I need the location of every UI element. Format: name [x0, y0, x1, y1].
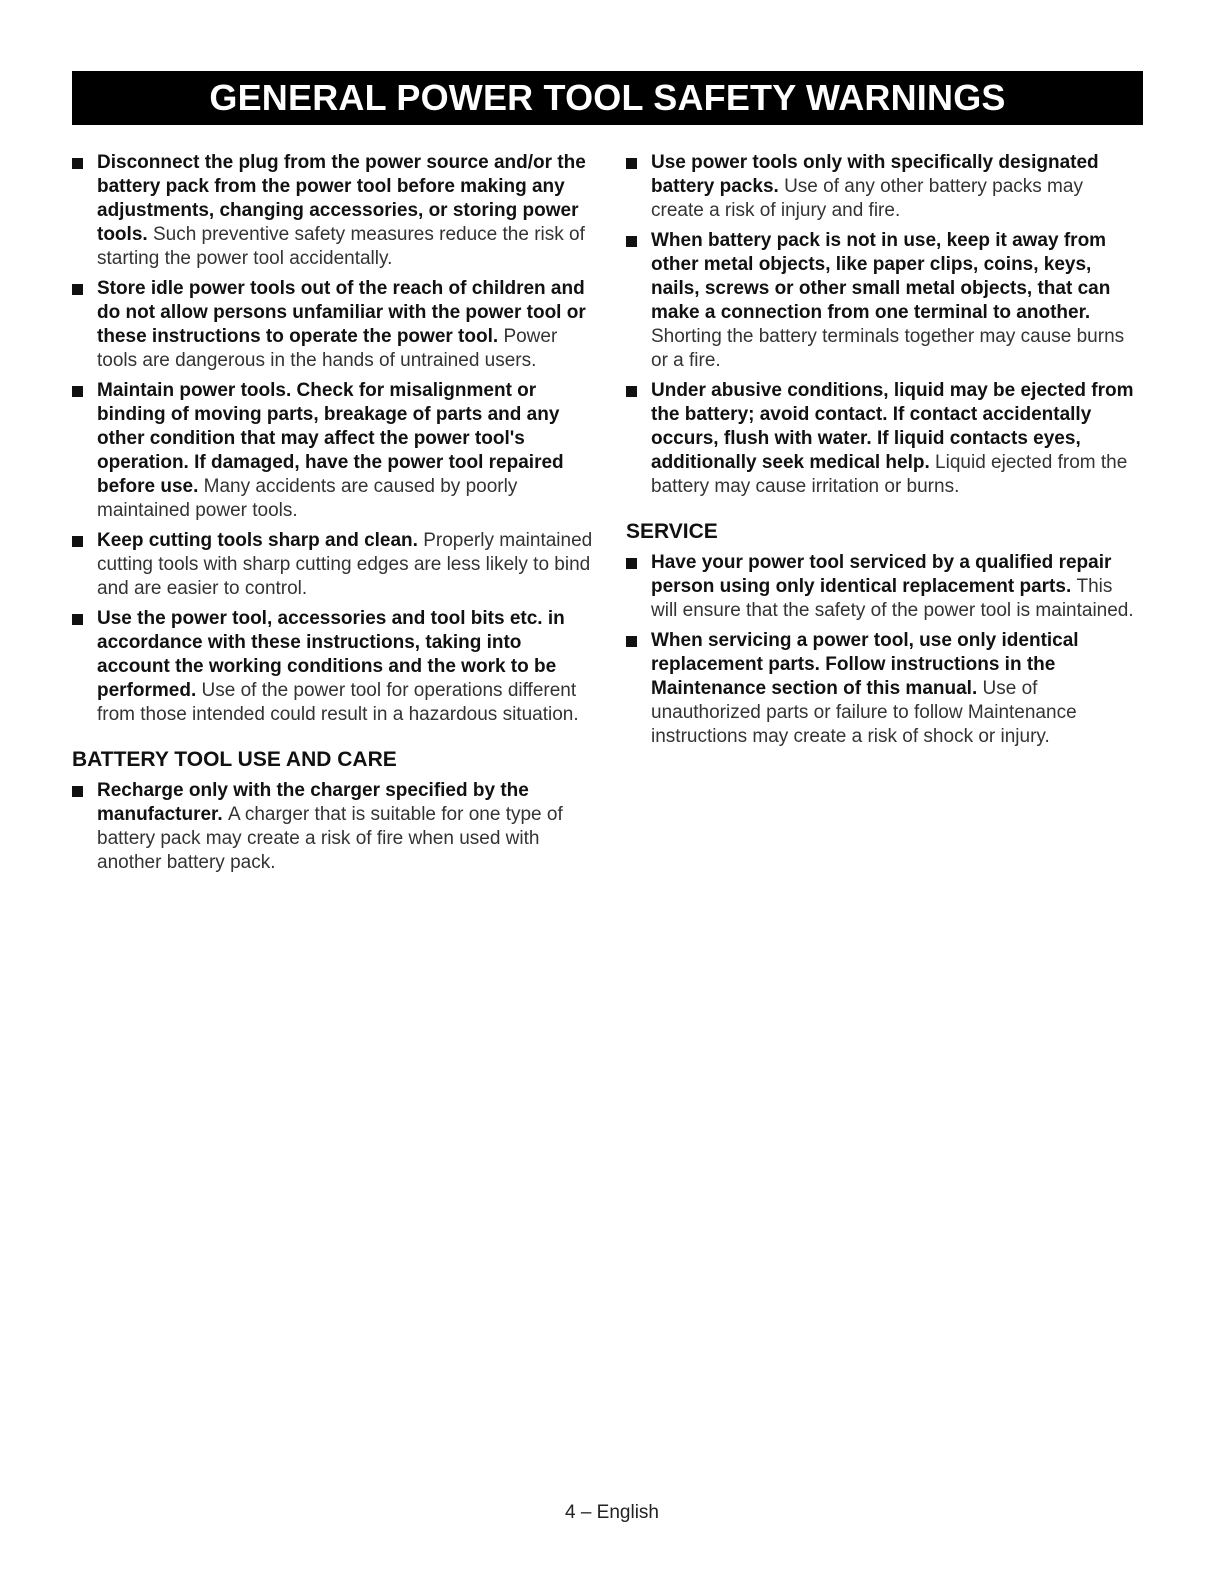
page-title: GENERAL POWER TOOL SAFETY WARNINGS — [209, 77, 1006, 118]
warning-bold-text: When servicing a power tool, use only identical replacement parts. Follow instructions in the Maintenance section of this manual. — [651, 630, 1079, 699]
list-item — [72, 529, 596, 601]
list-item — [72, 277, 596, 373]
warning-bold-text: Store idle power tools out of the reach of children and do not allow persons unfamiliar with the power tool or these instructions to operate the power tool. — [97, 278, 586, 347]
warning-bold-text: Keep cutting tools sharp and clean. — [97, 530, 424, 551]
square-bullet-icon — [72, 786, 83, 797]
battery-warning-list — [72, 779, 596, 875]
list-item — [72, 379, 596, 523]
warning-bold-text: Use the power tool, accessories and tool bits etc. in accordance with these instructions, taking into account the working conditions and the work to be performed. — [97, 608, 565, 701]
warning-bold-text: Maintain power tools. Check for misalignment or binding of moving parts, breakage of parts and any other condition that may affect the power tool's operation. If damaged, have the power tool repaired before use. — [97, 380, 564, 497]
page-number-footer: 4 – English — [564, 1502, 659, 1523]
list-item — [626, 629, 1138, 749]
right-column — [626, 151, 1138, 755]
square-bullet-icon — [626, 158, 637, 169]
warning-bold-text: Disconnect the plug from the power source and/or the battery pack from the power tool before making any adjustments, changing accessories, or storing power tools. — [97, 152, 586, 245]
service-section-heading: SERVICE — [626, 520, 718, 543]
square-bullet-icon — [72, 284, 83, 295]
square-bullet-icon — [72, 386, 83, 397]
warning-bold-text: When battery pack is not in use, keep it away from other metal objects, like paper clips, coins, keys, nails, screws or other small metal objects, that can make a connection from one terminal to another. — [651, 230, 1111, 323]
square-bullet-icon — [626, 386, 637, 397]
battery-section-heading: BATTERY TOOL USE AND CARE — [72, 748, 397, 771]
service-warning-list — [626, 551, 1138, 749]
right-warning-list — [626, 151, 1138, 499]
square-bullet-icon — [626, 636, 637, 647]
warning-body-text: This will ensure that the safety of the power tool is maintained. — [651, 576, 1134, 621]
warning-body-text: Use of unauthorized parts or failure to follow Maintenance instructions may create a risk of shock or injury. — [651, 678, 1077, 747]
list-item — [72, 779, 596, 875]
warning-body-text: Power tools are dangerous in the hands of untrained users. — [97, 326, 558, 371]
warning-body-text: Such preventive safety measures reduce the risk of starting the power tool accidentally. — [97, 224, 585, 269]
square-bullet-icon — [72, 614, 83, 625]
warning-body-text: Liquid ejected from the battery may cause irritation or burns. — [651, 452, 1128, 497]
warning-bold-text: Use power tools only with specifically designated battery packs. — [651, 152, 1099, 197]
list-item — [626, 379, 1138, 499]
list-item — [626, 551, 1138, 623]
warning-body-text: Shorting the battery terminals together may cause burns or a fire. — [651, 326, 1125, 371]
warning-body-text: Use of the power tool for operations different from those intended could result in a hazardous situation. — [97, 680, 579, 725]
square-bullet-icon — [626, 236, 637, 247]
list-item — [72, 151, 596, 271]
warning-body-text: Many accidents are caused by poorly maintained power tools. — [97, 476, 518, 521]
list-item — [626, 229, 1138, 373]
square-bullet-icon — [626, 558, 637, 569]
warning-bold-text: Under abusive conditions, liquid may be ejected from the battery; avoid contact. If contact accidentally occurs, flush with water. If liquid contacts eyes, additionally seek medical help. — [651, 380, 1134, 473]
warning-body-text: Use of any other battery packs may create a risk of injury and fire. — [651, 176, 1083, 221]
left-column — [72, 151, 596, 881]
square-bullet-icon — [72, 158, 83, 169]
list-item — [626, 151, 1138, 223]
square-bullet-icon — [72, 536, 83, 547]
warning-bold-text: Recharge only with the charger specified by the manufacturer. — [97, 780, 529, 825]
header-bar — [72, 71, 1143, 125]
left-warning-list — [72, 151, 596, 727]
warning-bold-text: Have your power tool serviced by a qualified repair person using only identical replacement parts. — [651, 552, 1112, 597]
list-item — [72, 607, 596, 727]
warning-body-text: Properly maintained cutting tools with sharp cutting edges are less likely to bind and are easier to control. — [97, 530, 593, 599]
warning-body-text: A charger that is suitable for one type of battery pack may create a risk of fire when used with another battery pack. — [97, 804, 563, 873]
